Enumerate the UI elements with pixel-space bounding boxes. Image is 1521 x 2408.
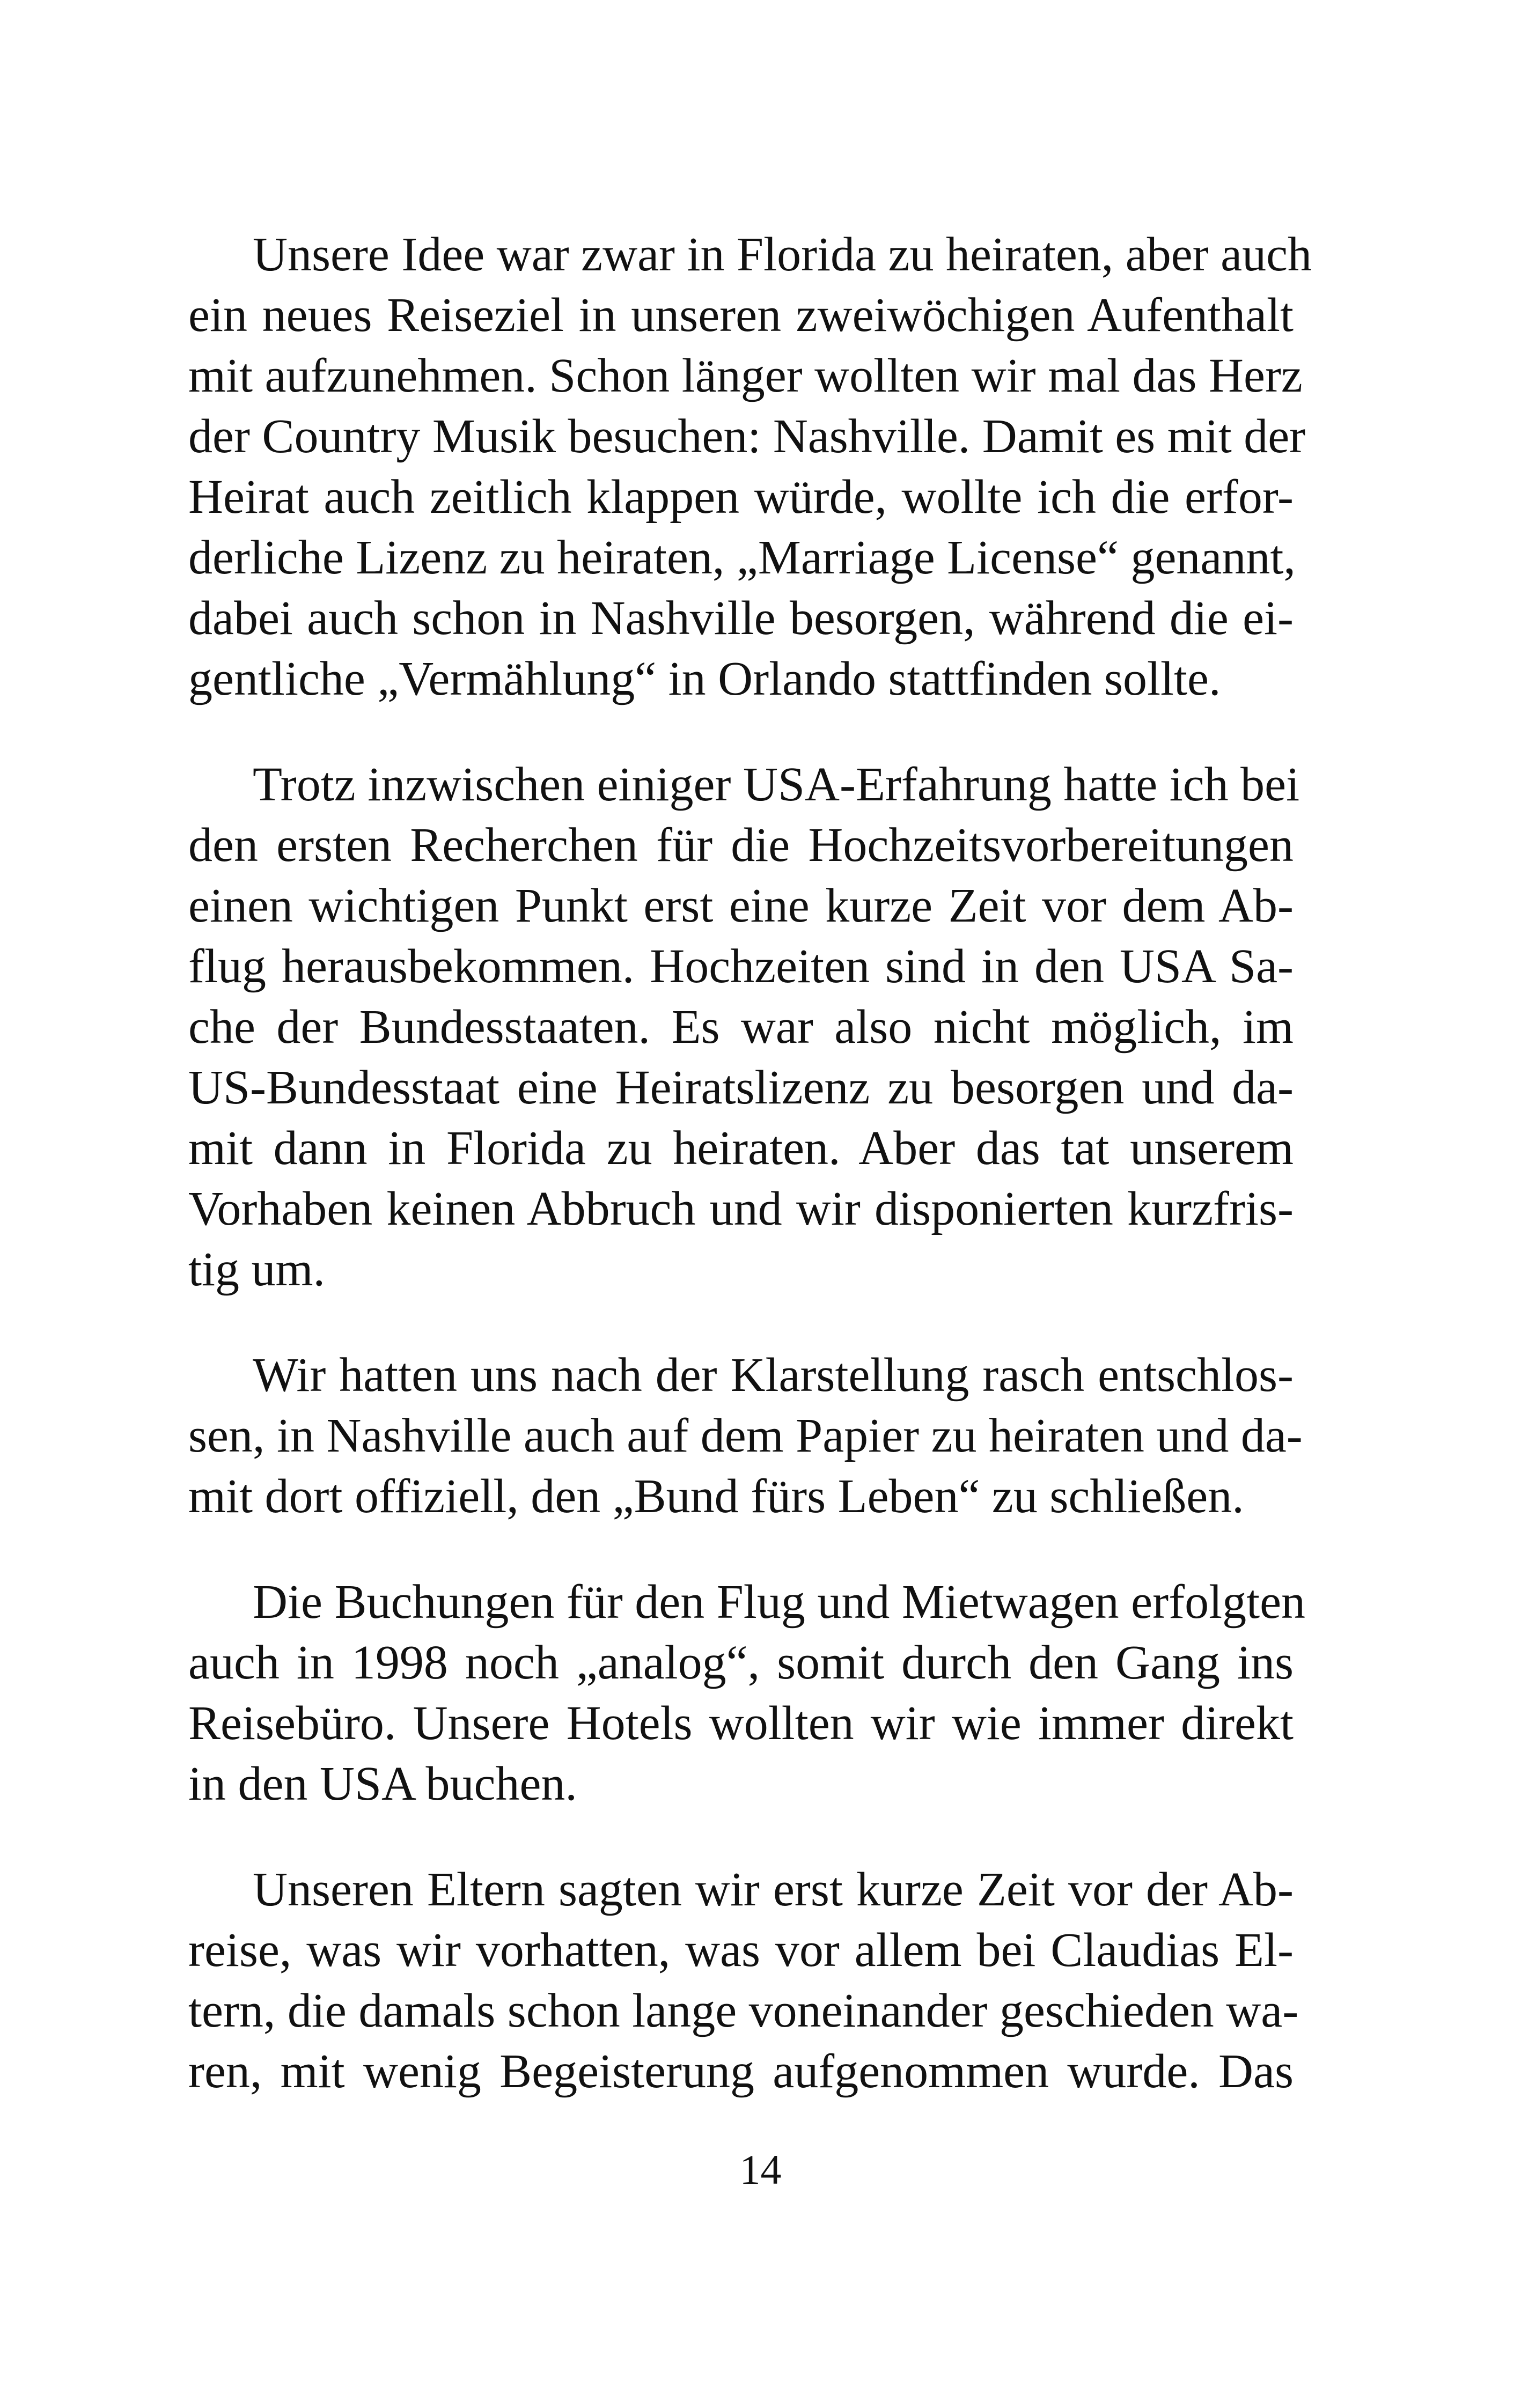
text-line: dabei auch schon in Nashville besorgen, während die ei-	[188, 592, 1294, 645]
text-line: in den USA buchen.	[188, 1757, 577, 1810]
text-line: einen wichtigen Punkt erst eine kurze Zeit vor dem Ab-	[188, 879, 1294, 932]
text-line: Reisebüro. Unsere Hotels wollten wir wie immer direkt	[188, 1697, 1294, 1750]
document-body	[188, 224, 1312, 2102]
text-line: Wir hatten uns nach der Klarstellung rasch entschlos-	[253, 1349, 1294, 1402]
text-line: tern, die damals schon lange voneinander geschieden wa-	[188, 1984, 1299, 2037]
page-number: 14	[739, 2146, 782, 2193]
text-line: ren, mit wenig Begeisterung aufgenommen wurde. Das	[188, 2045, 1294, 2098]
text-line: den ersten Recherchen für die Hochzeitsvorbereitungen	[188, 819, 1294, 872]
text-line: Unsere Idee war zwar in Florida zu heiraten, aber auch	[253, 228, 1312, 281]
text-line: Heirat auch zeitlich klappen würde, wollte ich die erfor-	[188, 470, 1294, 524]
text-line: auch in 1998 noch „analog“, somit durch den Gang ins	[188, 1636, 1294, 1689]
text-line: derliche Lizenz zu heiraten, „Marriage License“ genannt,	[188, 531, 1296, 584]
text-line: Vorhaben keinen Abbruch und wir disponierten kurzfris-	[188, 1182, 1294, 1235]
text-line: Die Buchungen für den Flug und Mietwagen erfolgten	[253, 1575, 1306, 1629]
paragraph-1	[188, 224, 1312, 709]
text-line: ein neues Reiseziel in unseren zweiwöchigen Aufenthalt	[188, 289, 1294, 342]
text-line: che der Bundesstaaten. Es war also nicht möglich, im	[188, 1000, 1294, 1054]
text-line: gentliche „Vermählung“ in Orlando stattfinden sollte.	[188, 652, 1221, 705]
text-line: US-Bundesstaat eine Heiratslizenz zu besorgen und da-	[188, 1061, 1294, 1114]
paragraph-5	[188, 1859, 1299, 2102]
text-line: sen, in Nashville auch auf dem Papier zu heiraten und da-	[188, 1409, 1303, 1462]
text-line: mit dort offiziell, den „Bund fürs Leben“ zu schließen.	[188, 1470, 1244, 1523]
text-line: der Country Musik besuchen: Nashville. Damit es mit der	[188, 410, 1306, 463]
paragraph-3	[188, 1345, 1303, 1527]
text-line: mit aufzunehmen. Schon länger wollten wir mal das Herz	[188, 349, 1303, 402]
paragraph-4	[188, 1572, 1306, 1814]
text-line: flug herausbekommen. Hochzeiten sind in den USA Sa-	[188, 940, 1294, 993]
paragraph-2	[188, 754, 1300, 1300]
text-line: Trotz inzwischen einiger USA-Erfahrung hatte ich bei	[253, 758, 1300, 811]
text-line: reise, was wir vorhatten, was vor allem bei Claudias El-	[188, 1924, 1294, 1977]
text-line: Unseren Eltern sagten wir erst kurze Zeit vor der Ab-	[253, 1863, 1294, 1916]
text-line: mit dann in Florida zu heiraten. Aber das tat unserem	[188, 1122, 1294, 1175]
text-line: tig um.	[188, 1243, 326, 1296]
